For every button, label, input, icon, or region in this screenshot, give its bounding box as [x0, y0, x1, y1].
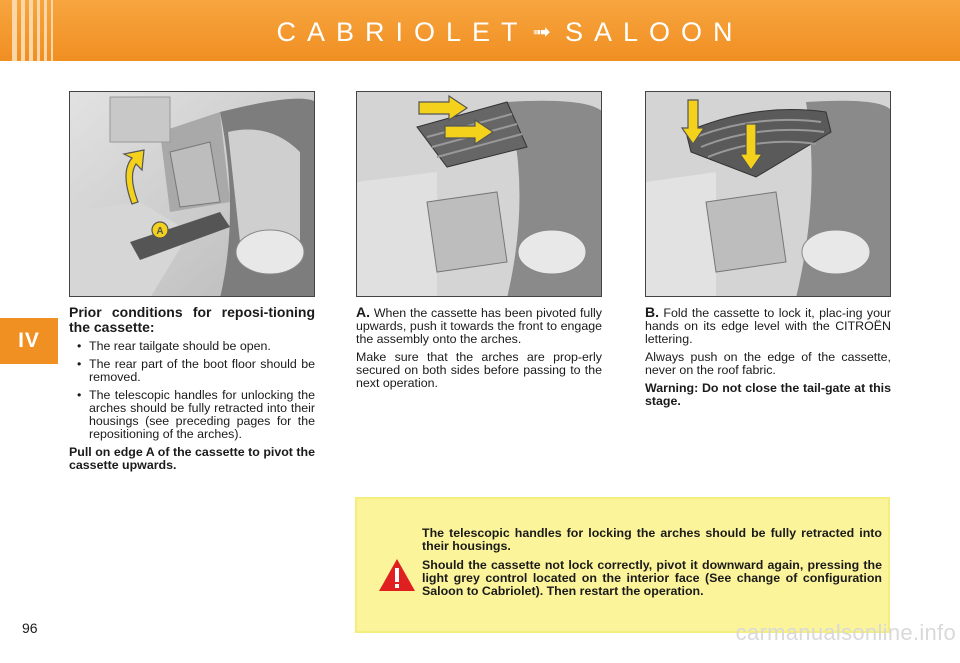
step-b-label: B. [645, 304, 659, 320]
step-a-label: A. [356, 304, 370, 320]
marker-a: A [156, 226, 164, 237]
list-item: • The rear part of the boot floor should be removed. [89, 358, 315, 384]
step-a-note: Make sure that the arches are prop-erly secured on both sides before passing to the next operation. [356, 350, 602, 390]
warning-text [422, 527, 882, 604]
step-b-warning: Warning: Do not close the tail-gate at this stage. [645, 381, 891, 408]
pull-instruction: Pull on edge A of the cassette to pivot the cassette upwards. [69, 445, 315, 472]
column-step-b [645, 305, 891, 413]
title-saloon: SALOON [564, 17, 744, 47]
step-b-note: Always push on the edge of the cassette, never on the roof fabric. [645, 350, 891, 377]
prior-conditions-list [69, 340, 315, 441]
step-b-text: Fold the cassette to lock it, plac-ing your hands on its edge level with the CITROËN lettering. [645, 306, 891, 346]
list-item: • The rear tailgate should be open. [89, 340, 315, 353]
warning-box [355, 497, 890, 633]
page-header [0, 0, 960, 61]
column-prior-conditions [69, 305, 315, 477]
photo-push-forward [356, 91, 602, 297]
watermark: carmanualsonline.info [735, 620, 956, 645]
prior-conditions-heading: Prior conditions for reposi-tioning the cassette: [69, 304, 315, 335]
chapter-tab: IV [0, 318, 58, 364]
page-title [230, 17, 790, 48]
photo-fold-lock [645, 91, 891, 297]
list-item: • The telescopic handles for unlocking the arches should be fully retracted into their housings (see preceding pages for the repositioning of the arches). [89, 389, 315, 441]
step-a-text: When the cassette has been pivoted fully upwards, push it towards the front to engage the assembly onto the arches. [356, 306, 602, 346]
exclamation-icon [377, 557, 417, 598]
warning-text-2: Should the cassette not lock correctly, pivot it downward again, pressing the light grey control located on the interior face (See change of configuration Saloon to Cabriolet). Then restart the operation. [422, 558, 882, 598]
column-step-a [356, 305, 602, 395]
warning-text-1: The telescopic handles for locking the arches should be fully retracted into their housings. [422, 526, 882, 553]
arrow-right-icon: ➟ [532, 19, 551, 44]
page-number: 96 [22, 620, 38, 636]
photo-pull-cassette [69, 91, 315, 297]
title-cabriolet: CABRIOLET [276, 17, 529, 47]
header-stripes [12, 0, 53, 61]
